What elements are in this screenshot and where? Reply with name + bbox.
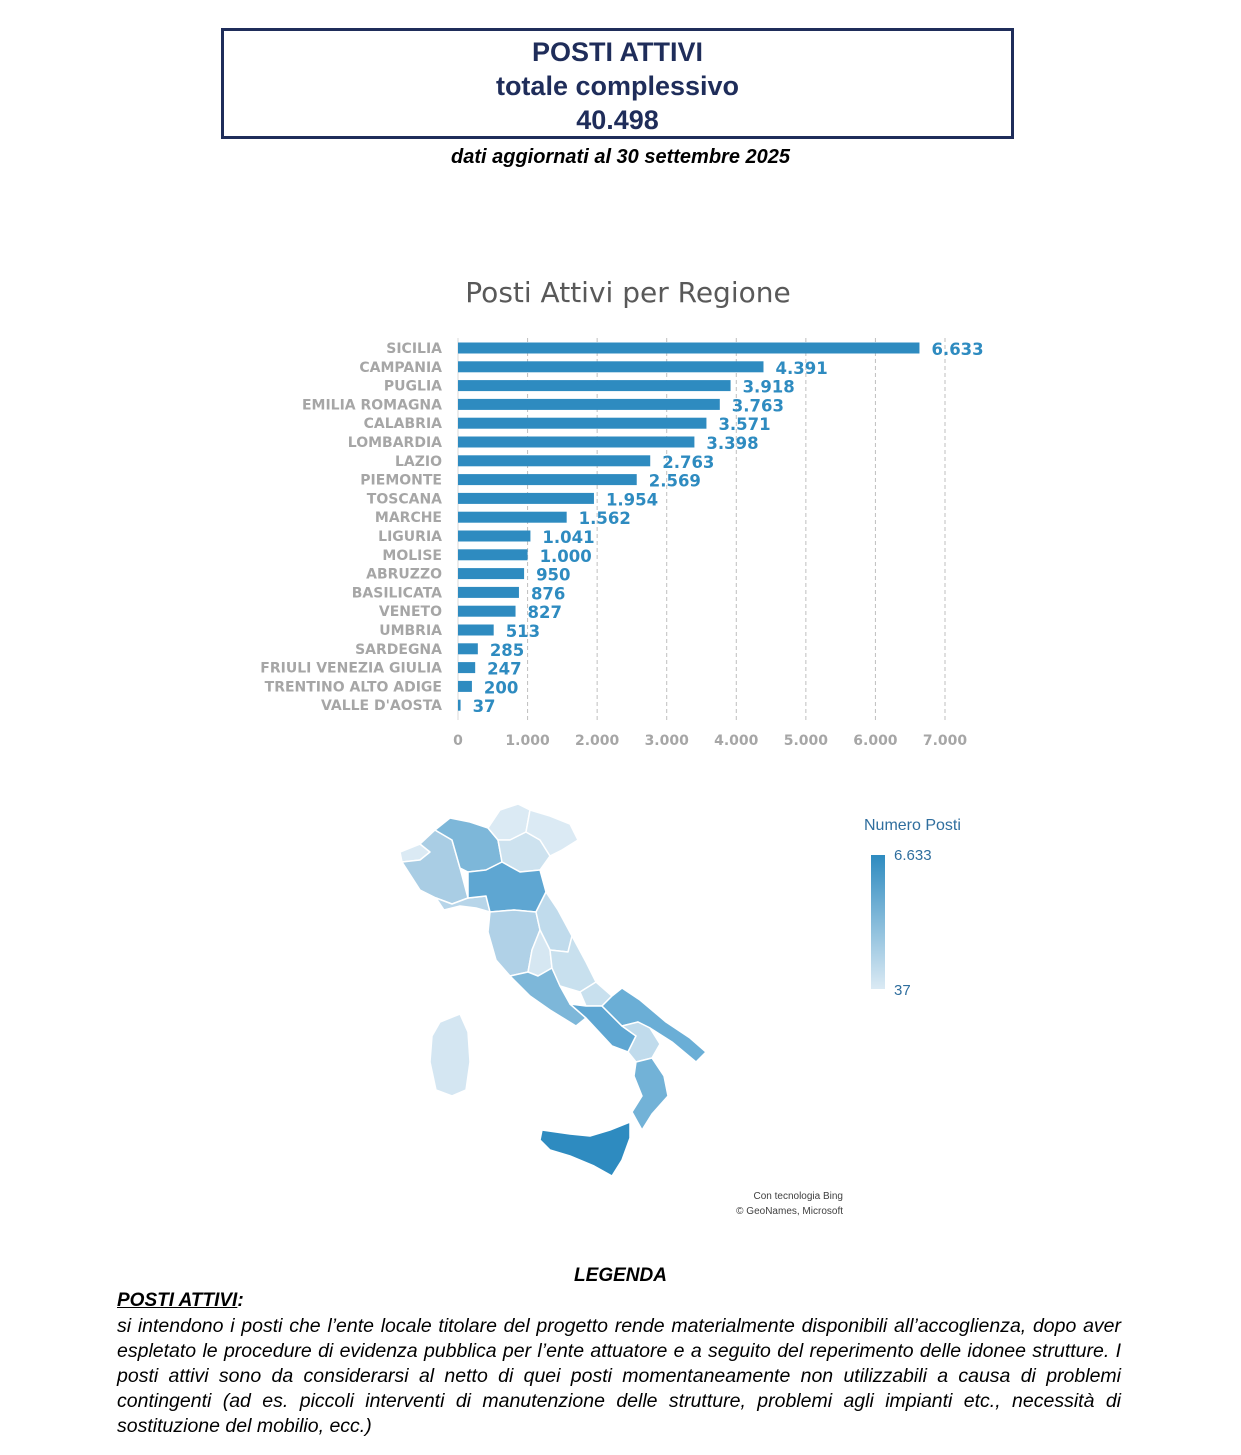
region-label: SARDEGNA bbox=[355, 641, 442, 658]
region-label: VALLE D'AOSTA bbox=[320, 698, 442, 715]
bar bbox=[458, 568, 524, 579]
region-label: LAZIO bbox=[394, 453, 442, 470]
map-attribution bbox=[700, 1189, 843, 1219]
bar bbox=[458, 512, 567, 523]
region-label: BASILICATA bbox=[351, 585, 442, 602]
region-label: LIGURIA bbox=[378, 529, 442, 545]
x-tick-label: 2.000 bbox=[574, 733, 620, 749]
bar bbox=[458, 343, 919, 354]
region-label: VENETO bbox=[378, 604, 442, 621]
region-label: CALABRIA bbox=[363, 416, 442, 433]
header-title: POSTI ATTIVI bbox=[531, 37, 703, 67]
bar bbox=[458, 399, 720, 410]
bar bbox=[458, 700, 461, 711]
value-label: 6.633 bbox=[931, 340, 984, 359]
bar bbox=[458, 625, 494, 636]
region-label: PIEMONTE bbox=[360, 472, 442, 489]
region-label: ABRUZZO bbox=[366, 566, 442, 583]
map-legend-colorbar bbox=[871, 855, 885, 989]
value-label: 3.918 bbox=[742, 377, 795, 397]
bar bbox=[458, 662, 475, 673]
value-label: 2.569 bbox=[648, 471, 701, 491]
update-note: dati aggiornati al 30 settembre 2025 bbox=[450, 146, 791, 168]
x-tick-label: 6.000 bbox=[853, 733, 898, 749]
x-tick-label: 7.000 bbox=[922, 733, 968, 749]
value-label: 4.391 bbox=[775, 358, 828, 378]
definition-term-text: POSTI ATTIVI bbox=[117, 1290, 238, 1311]
value-label: 950 bbox=[536, 565, 571, 585]
value-label: 3.763 bbox=[731, 396, 785, 416]
value-label: 1.041 bbox=[542, 528, 595, 547]
region-label: LOMBARDIA bbox=[347, 435, 442, 451]
region-label: MARCHE bbox=[374, 510, 442, 527]
value-label: 3.571 bbox=[718, 415, 771, 435]
legenda-title: LEGENDA bbox=[574, 1265, 667, 1286]
header-total: 40.498 bbox=[576, 105, 659, 135]
bar bbox=[458, 531, 530, 542]
map-legend-title: Numero Posti bbox=[864, 817, 961, 834]
value-label: 3.398 bbox=[706, 434, 759, 453]
bar bbox=[458, 361, 763, 372]
bar bbox=[458, 681, 472, 692]
bar bbox=[458, 455, 650, 466]
region-label: EMILIA ROMAGNA bbox=[301, 397, 442, 414]
definition-text: si intendono i posti che l’ente locale titolare del progetto rende materialmente disponibili all’accoglienza, dopo aver espletato le procedure di evidenza pubblica per l’ente attuatore e a seguito del reperimento delle idonee strutture. I posti attivi sono da considerarsi al netto di quei posti momentaneamente non utilizzabili a causa di problemi contingenti (ad es. piccoli interventi di manutenzione delle strutture, problemi agli impianti etc., necessità di sostituzione del mobilio, ecc.) bbox=[117, 1315, 1121, 1437]
definition-term-colon: : bbox=[237, 1290, 244, 1311]
bar-chart bbox=[0, 320, 1241, 760]
map-legend-max: 6.633 bbox=[894, 847, 932, 864]
region-label: TOSCANA bbox=[366, 491, 442, 508]
bar bbox=[458, 474, 637, 485]
x-tick-label: 1.000 bbox=[505, 733, 550, 749]
value-label: 200 bbox=[483, 678, 519, 698]
map-legend-min: 37 bbox=[894, 982, 911, 999]
value-label: 37 bbox=[472, 697, 496, 717]
italy-map bbox=[390, 800, 720, 1185]
bar bbox=[458, 493, 594, 504]
bar bbox=[458, 418, 706, 429]
x-tick-label: 3.000 bbox=[644, 733, 689, 749]
value-label: 876 bbox=[530, 584, 566, 604]
attribution-line2: © GeoNames, Microsoft bbox=[736, 1206, 843, 1217]
region-label: PUGLIA bbox=[383, 378, 442, 395]
value-label: 247 bbox=[487, 659, 522, 679]
bar bbox=[458, 606, 516, 617]
value-label: 827 bbox=[527, 603, 562, 623]
region-label: TRENTINO ALTO ADIGE bbox=[264, 679, 442, 696]
definition-term bbox=[117, 1290, 244, 1312]
bar bbox=[458, 437, 694, 448]
x-tick-label: 0 bbox=[453, 733, 463, 749]
value-label: 513 bbox=[505, 622, 541, 641]
region-label: FRIULI VENEZIA GIULIA bbox=[260, 660, 442, 677]
header-box bbox=[221, 28, 1014, 139]
region-label: CAMPANIA bbox=[359, 359, 442, 376]
header-subtitle: totale complessivo bbox=[495, 71, 740, 101]
chart-title: Posti Attivi per Regione bbox=[465, 276, 791, 309]
bar bbox=[458, 587, 519, 598]
map-region-sardegna bbox=[430, 1014, 470, 1096]
value-label: 2.763 bbox=[662, 452, 715, 472]
map-region-calabria bbox=[632, 1058, 668, 1130]
region-label: SICILIA bbox=[386, 341, 442, 357]
attribution-line1: Con tecnologia Bing bbox=[753, 1191, 843, 1202]
value-label: 1.000 bbox=[539, 546, 592, 566]
value-label: 285 bbox=[489, 640, 525, 660]
region-label: MOLISE bbox=[382, 547, 442, 564]
bar bbox=[458, 380, 731, 391]
region-label: UMBRIA bbox=[379, 623, 442, 639]
bar bbox=[458, 549, 528, 560]
value-label: 1.562 bbox=[578, 509, 631, 529]
bar bbox=[458, 643, 478, 654]
map-region-sicilia bbox=[540, 1122, 630, 1176]
x-tick-label: 5.000 bbox=[783, 733, 829, 749]
value-label: 1.954 bbox=[605, 490, 659, 510]
x-tick-label: 4.000 bbox=[714, 733, 759, 749]
